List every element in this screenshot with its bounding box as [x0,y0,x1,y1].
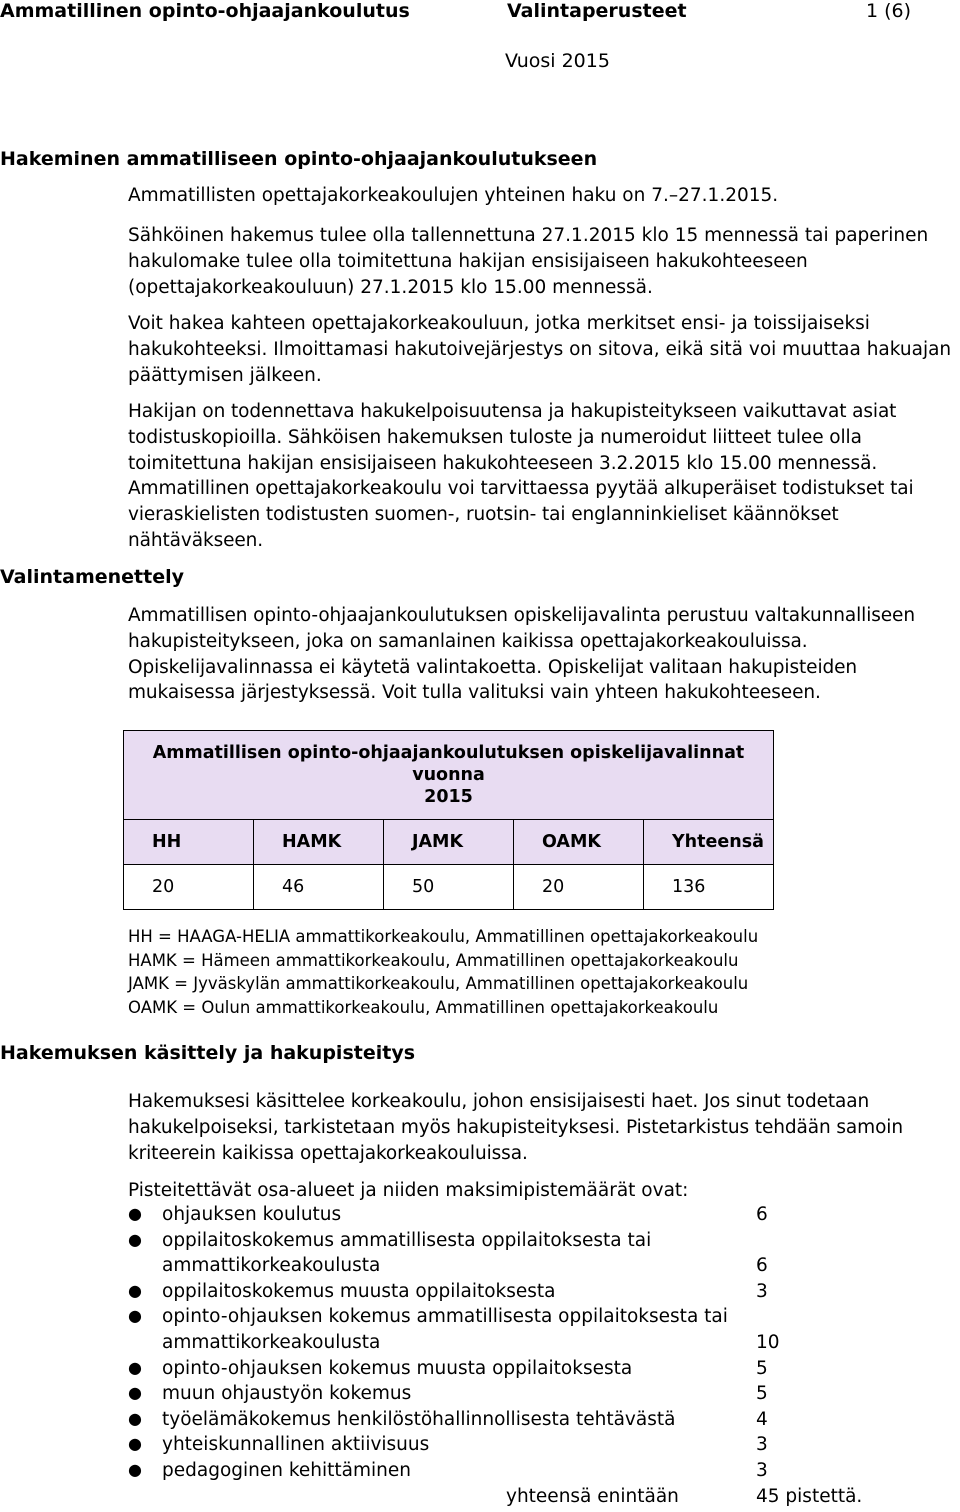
paragraph-line: Sähköinen hakemus tulee olla tallennettuna 27.1.2015 klo 15 mennessä tai paperinen [128,225,929,246]
paragraph-line: todistuskopioilla. Sähköisen hakemuksen tuloste ja numeroidut liitteet tulee olla [128,426,862,448]
criteria-item [128,1358,888,1384]
bullet-icon: ● [128,1204,142,1223]
bullet-icon: ● [128,1408,142,1428]
paragraph-application-deadline [128,223,960,300]
table-value-cell: 20 [514,865,644,910]
abbreviation-legend [128,925,758,1019]
table-title-line1: Ammatillisen opinto-ohjaajankoulutuksen opiskelijavalinnat vuonna [152,743,745,785]
total-label: yhteensä enintään [506,1486,679,1507]
paragraph-line: vieraskielisten todistusten suomen-, ruotsin- tai englanninkieliset käännökset [128,504,839,526]
criteria-item [128,1383,888,1409]
bullet-icon: ● [128,1357,142,1377]
criteria-label: opinto-ohjauksen kokemus muusta oppilaitoksesta [162,1357,633,1379]
page-number: 1 (6) [866,0,912,22]
section-heading-hakeminen: Hakeminen ammatilliseen opinto-ohjaajankoulutukseen [0,148,598,170]
bullet-icon: ● [128,1280,142,1300]
paragraph-line: Ammatillisten opettajakorkeakoulujen yhteinen haku on 7.–27.1.2015. [128,185,779,206]
paragraph-line: Ammatillisen opinto-ohjaajankoulutuksen opiskelijavalinta perustuu valtakunnalliseen [128,605,915,626]
document-title: Ammatillinen opinto-ohjaajankoulutus [0,0,410,22]
criteria-points: 3 [756,1460,768,1481]
bullet-icon: ● [128,1383,142,1403]
table-header-cell: OAMK [514,820,644,865]
paragraph-line: mukaisessa järjestyksessä. Voit tulla valituksi vain yhteen hakukohteeseen. [128,682,821,704]
criteria-points: 5 [756,1383,768,1405]
document-type: Valintaperusteet [507,0,687,22]
criteria-points: 6 [756,1204,768,1225]
table-value-cell: 50 [384,865,514,910]
criteria-intro: Pisteitettävät osa-alueet ja niiden maksimipistemäärät ovat: [128,1180,689,1201]
paragraph-line: Voit hakea kahteen opettajakorkeakouluun, jotka merkitset ensi- ja toissijaiseksi [128,313,870,334]
legend-item: OAMK = Oulun ammattikorkeakoulu, Ammatillinen opettajakorkeakoulu [128,997,719,1017]
paragraph-line: Hakemuksesi käsittelee korkeakoulu, johon ensisijaisesti haet. Jos sinut todetaan [128,1091,870,1112]
criteria-label: ammattikorkeakoulusta [162,1332,381,1353]
paragraph-eligibility-documents [128,399,960,554]
table-header-cell: HAMK [254,820,384,865]
paragraph-line: päättymisen jälkeen. [128,364,322,386]
paragraph-line: hakulomake tulee olla toimitettuna hakijan ensisijaiseen hakukohteeseen [128,250,808,272]
criteria-item [128,1332,888,1358]
bullet-icon: ● [128,1306,142,1326]
criteria-label: pedagoginen kehittäminen [162,1460,412,1481]
section-heading-kasittely: Hakemuksen käsittely ja hakupisteitys [0,1042,416,1064]
table-value-cell: 136 [644,865,774,910]
criteria-points: 3 [756,1434,768,1456]
criteria-points: 10 [756,1332,780,1353]
criteria-label: muun ohjaustyön kokemus [162,1383,412,1405]
table-header-cell: HH [124,820,254,865]
legend-item: JAMK = Jyväskylän ammattikorkeakoulu, Ammatillinen opettajakorkeakoulu [128,974,749,993]
criteria-item [128,1255,888,1281]
paragraph-haku-period [128,183,960,209]
legend-item: HAMK = Hämeen ammattikorkeakoulu, Ammatillinen opettajakorkeakoulu [128,950,739,970]
paragraph-application-processing [128,1089,960,1166]
criteria-item [128,1460,888,1486]
criteria-item [128,1434,888,1460]
paragraph-line: hakupisteitykseen, joka on samanlainen kaikissa opettajakorkeakouluissa. [128,630,808,652]
criteria-label: ammattikorkeakoulusta [162,1255,381,1277]
criteria-label: työelämäkokemus henkilöstöhallinnollisesta tehtävästä [162,1408,676,1430]
table-value-cell: 20 [124,865,254,910]
criteria-points: 6 [756,1255,768,1277]
paragraph-line: Hakijan on todennettava hakukelpoisuutensa ja hakupisteitykseen vaikuttavat asiat [128,401,897,422]
total-points: 45 pistettä. [756,1486,863,1507]
paragraph-line: kriteerein kaikissa opettajakorkeakouluissa. [128,1142,528,1164]
criteria-points: 3 [756,1280,768,1302]
paragraph-application-order [128,311,960,388]
table-title-line2: 2015 [424,787,473,807]
criteria-label: oppilaitoskokemus ammatillisesta oppilaitoksesta tai [162,1229,652,1251]
document-year: Vuosi 2015 [505,50,610,72]
selection-statistics-table [123,730,774,910]
paragraph-line: Ammatillinen opettajakorkeakoulu voi tarvittaessa pyytää alkuperäiset todistukset tai [128,478,914,500]
bullet-icon: ● [128,1229,142,1249]
criteria-item [128,1204,888,1230]
criteria-item [128,1281,888,1307]
paragraph-line: nähtäväkseen. [128,529,264,551]
table-header-row [124,820,774,865]
criteria-label: yhteiskunnallinen aktiivisuus [162,1434,430,1456]
criteria-points: 4 [756,1408,768,1430]
criteria-points: 5 [756,1357,768,1379]
criteria-item [128,1409,888,1435]
criteria-item [128,1306,888,1332]
paragraph-line: (opettajakorkeakouluun) 27.1.2015 klo 15.00 mennessä. [128,276,653,298]
table-title [124,731,774,820]
legend-item: HH = HAAGA-HELIA ammattikorkeakoulu, Ammatillinen opettajakorkeakoulu [128,927,759,946]
criteria-label: ohjauksen koulutus [162,1204,342,1225]
section-heading-valintamenettely: Valintamenettely [0,566,184,588]
criteria-label: opinto-ohjauksen kokemus ammatillisesta oppilaitoksesta tai [162,1306,728,1328]
paragraph-selection-procedure [128,603,960,706]
paragraph-line: hakukohteeksi. Ilmoittamasi hakutoivejärjestys on sitova, eikä sitä voi muuttaa hakuajan [128,338,952,360]
table-header-cell: JAMK [384,820,514,865]
bullet-icon: ● [128,1460,142,1479]
paragraph-line: hakukelpoiseksi, tarkistetaan myös hakupisteityksesi. Pistetarkistus tehdään samoin [128,1116,903,1138]
bullet-icon: ● [128,1434,142,1454]
paragraph-line: Opiskelijavalinnassa ei käytetä valintakoetta. Opiskelijat valitaan hakupisteiden [128,656,858,678]
table-value-cell: 46 [254,865,384,910]
criteria-item [128,1230,888,1256]
criteria-label: oppilaitoskokemus muusta oppilaitoksesta [162,1280,556,1302]
paragraph-line: toimitettuna hakijan ensisijaiseen hakukohteeseen 3.2.2015 klo 15.00 mennessä. [128,452,878,474]
table-header-cell: Yhteensä [644,820,774,865]
table-value-row [124,865,774,910]
